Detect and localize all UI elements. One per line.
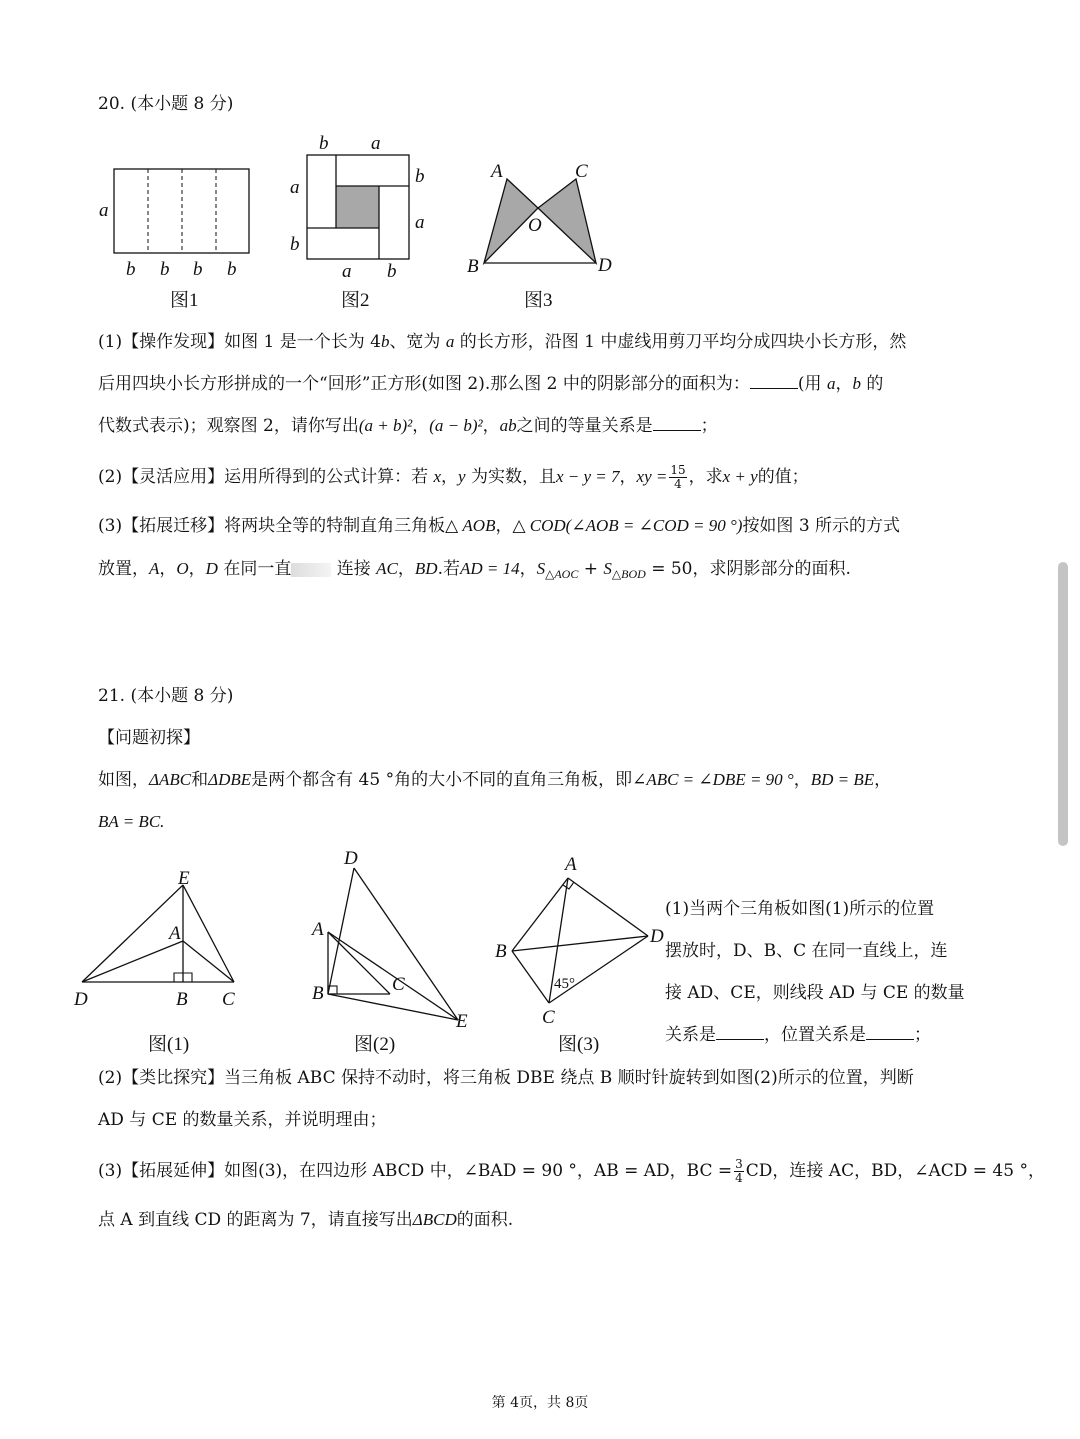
q21-part1-line4: 关系是 ，位置关系是 ； bbox=[665, 1025, 931, 1045]
q20-part1-line1: (1)【操作发现】如图 1 是一个长为 4b、宽为 a 的长方形，沿图 1 中虚线用剪刀平均分成四块小长方形，然 bbox=[98, 332, 907, 352]
q21-part2-line2: AD 与 CE 的数量关系，并说明理由； bbox=[98, 1110, 387, 1130]
fig21-3-caption: 图(3) bbox=[558, 1034, 600, 1055]
fig1-caption: 图1 bbox=[170, 290, 199, 311]
fig1-label-b4: b bbox=[227, 259, 237, 280]
vertical-scrollbar-thumb[interactable] bbox=[1058, 562, 1068, 846]
fig21-3-angle-45: 45° bbox=[554, 976, 575, 992]
fig21-2-label-B: B bbox=[312, 983, 324, 1004]
fig21-1-label-B: B bbox=[176, 989, 188, 1010]
fig21-1-label-C: C bbox=[222, 989, 235, 1010]
answer-blank bbox=[750, 372, 798, 389]
fig2-label-left-b: b bbox=[290, 234, 300, 255]
q20-figure-1 bbox=[90, 160, 270, 310]
fig2-label-bottom-b: b bbox=[387, 261, 397, 282]
fig21-1-caption: 图(1) bbox=[148, 1034, 190, 1055]
q21-part1-line2: 摆放时，D、B、C 在同一直线上，连 bbox=[665, 941, 948, 961]
fig3-caption: 图3 bbox=[524, 290, 553, 311]
q20-part3-line1: (3)【拓展迁移】将两块全等的特制直角三角板△ AOB，△ COD(∠AOB = ∠COD = 90 °)按如图 3 所示的方式 bbox=[98, 516, 901, 536]
answer-blank bbox=[653, 414, 701, 431]
q21-section-title: 【问题初探】 bbox=[98, 728, 200, 748]
fig21-2-caption: 图(2) bbox=[354, 1034, 396, 1055]
fig21-3-label-B: B bbox=[495, 941, 507, 962]
fig1-label-b3: b bbox=[193, 259, 203, 280]
fig3-label-C: C bbox=[575, 161, 588, 182]
q21-intro-line2: BA = BC. bbox=[98, 812, 165, 831]
q20-figure-2 bbox=[286, 130, 436, 310]
q21-part1-line1: (1)当两个三角板如图(1)所示的位置 bbox=[665, 899, 935, 919]
fig3-label-O: O bbox=[528, 215, 542, 236]
q21-figure-3 bbox=[492, 850, 662, 1060]
fig2-label-top-b: b bbox=[319, 133, 329, 154]
fig21-3-label-A: A bbox=[565, 854, 577, 875]
fig2-label-right-a: a bbox=[415, 212, 425, 233]
q20-part3-line2: 放置，A，O，D 在同一直 连接 AC，BD.若AD = 14，$S_{\triangle AOC} + S_{\triangle BOD} = 50$，求阴影部分的面积. bbox=[98, 559, 851, 581]
fig21-2-label-A: A bbox=[312, 919, 324, 940]
fig2-label-bottom-a: a bbox=[342, 261, 352, 282]
fig2-shaded-square bbox=[336, 186, 379, 228]
fig3-label-B: B bbox=[467, 256, 479, 277]
fig2-label-left-a: a bbox=[290, 177, 300, 198]
q21-part2-line1: (2)【类比探究】当三角板 ABC 保持不动时，将三角板 DBE 绕点 B 顺时针旋转到如图(2)所示的位置，判断 bbox=[98, 1068, 914, 1088]
fig1-label-b2: b bbox=[160, 259, 170, 280]
q20-part1-line3: 代数式表示)；观察图 2，请你写出(a + b)²，(a − b)²，ab之间的等量关系是 ； bbox=[98, 416, 718, 436]
fig3-label-D: D bbox=[598, 255, 612, 276]
fig21-2-label-E: E bbox=[456, 1011, 468, 1032]
q20-header: 20. (本小题 8 分) bbox=[98, 94, 234, 114]
answer-blank bbox=[866, 1023, 914, 1040]
page-footer: 第 4页，共 8页 bbox=[491, 1395, 589, 1411]
q20-figure-3 bbox=[460, 155, 640, 310]
fig21-1-label-E: E bbox=[178, 868, 190, 889]
fig21-2-label-D: D bbox=[344, 848, 358, 869]
fig21-1-label-D: D bbox=[74, 989, 88, 1010]
q20-part2: (2)【灵活应用】运用所得到的公式计算：若 x，y 为实数，且x − y = 7，xy = $\frac{15}{4}$ ，求x + y的值； bbox=[98, 463, 809, 491]
q21-header: 21. (本小题 8 分) bbox=[98, 686, 234, 706]
fig2-label-top-a: a bbox=[371, 133, 381, 154]
scan-artifact bbox=[291, 563, 331, 577]
q21-part1-line3: 接 AD、CE，则线段 AD 与 CE 的数量 bbox=[665, 983, 965, 1003]
answer-blank bbox=[716, 1023, 764, 1040]
q21-figure-1 bbox=[74, 865, 254, 1060]
q20-part1-line2: 后用四块小长方形拼成的一个“回形”正方形(如图 2).那么图 2 中的阴影部分的面积为： (用 a，b 的 bbox=[98, 374, 884, 394]
fig1-label-a: a bbox=[99, 200, 109, 221]
q21-intro-line1: 如图，ΔABC和ΔDBE是两个都含有 45 °角的大小不同的直角三角板，即∠ABC = ∠DBE = 90 °，BD = BE， bbox=[98, 770, 892, 790]
fig1-label-b1: b bbox=[126, 259, 136, 280]
fig2-label-right-b: b bbox=[415, 166, 425, 187]
fig21-3-label-C: C bbox=[542, 1007, 555, 1028]
q21-figure-2 bbox=[306, 845, 486, 1060]
fig21-2-label-C: C bbox=[392, 974, 405, 995]
fraction-3-4: $\frac{3}{4}$ bbox=[735, 1157, 743, 1185]
fig21-1-label-A: A bbox=[169, 923, 181, 944]
q21-part3-line1: (3)【拓展延伸】如图(3)，在四边形 ABCD 中，∠BAD = 90 °，AB = AD，BC = $\frac{3}{4}$ CD，连接 AC，BD，∠ACD = 45 °， bbox=[98, 1157, 1045, 1185]
fig3-label-A: A bbox=[491, 161, 503, 182]
q21-part3-line2: 点 A 到直线 CD 的距离为 7，请直接写出ΔBCD的面积. bbox=[98, 1210, 514, 1230]
fraction-15-4: $\frac{15}{4}$ bbox=[670, 463, 686, 491]
fig2-caption: 图2 bbox=[341, 290, 370, 311]
fig21-3-label-D: D bbox=[650, 926, 664, 947]
